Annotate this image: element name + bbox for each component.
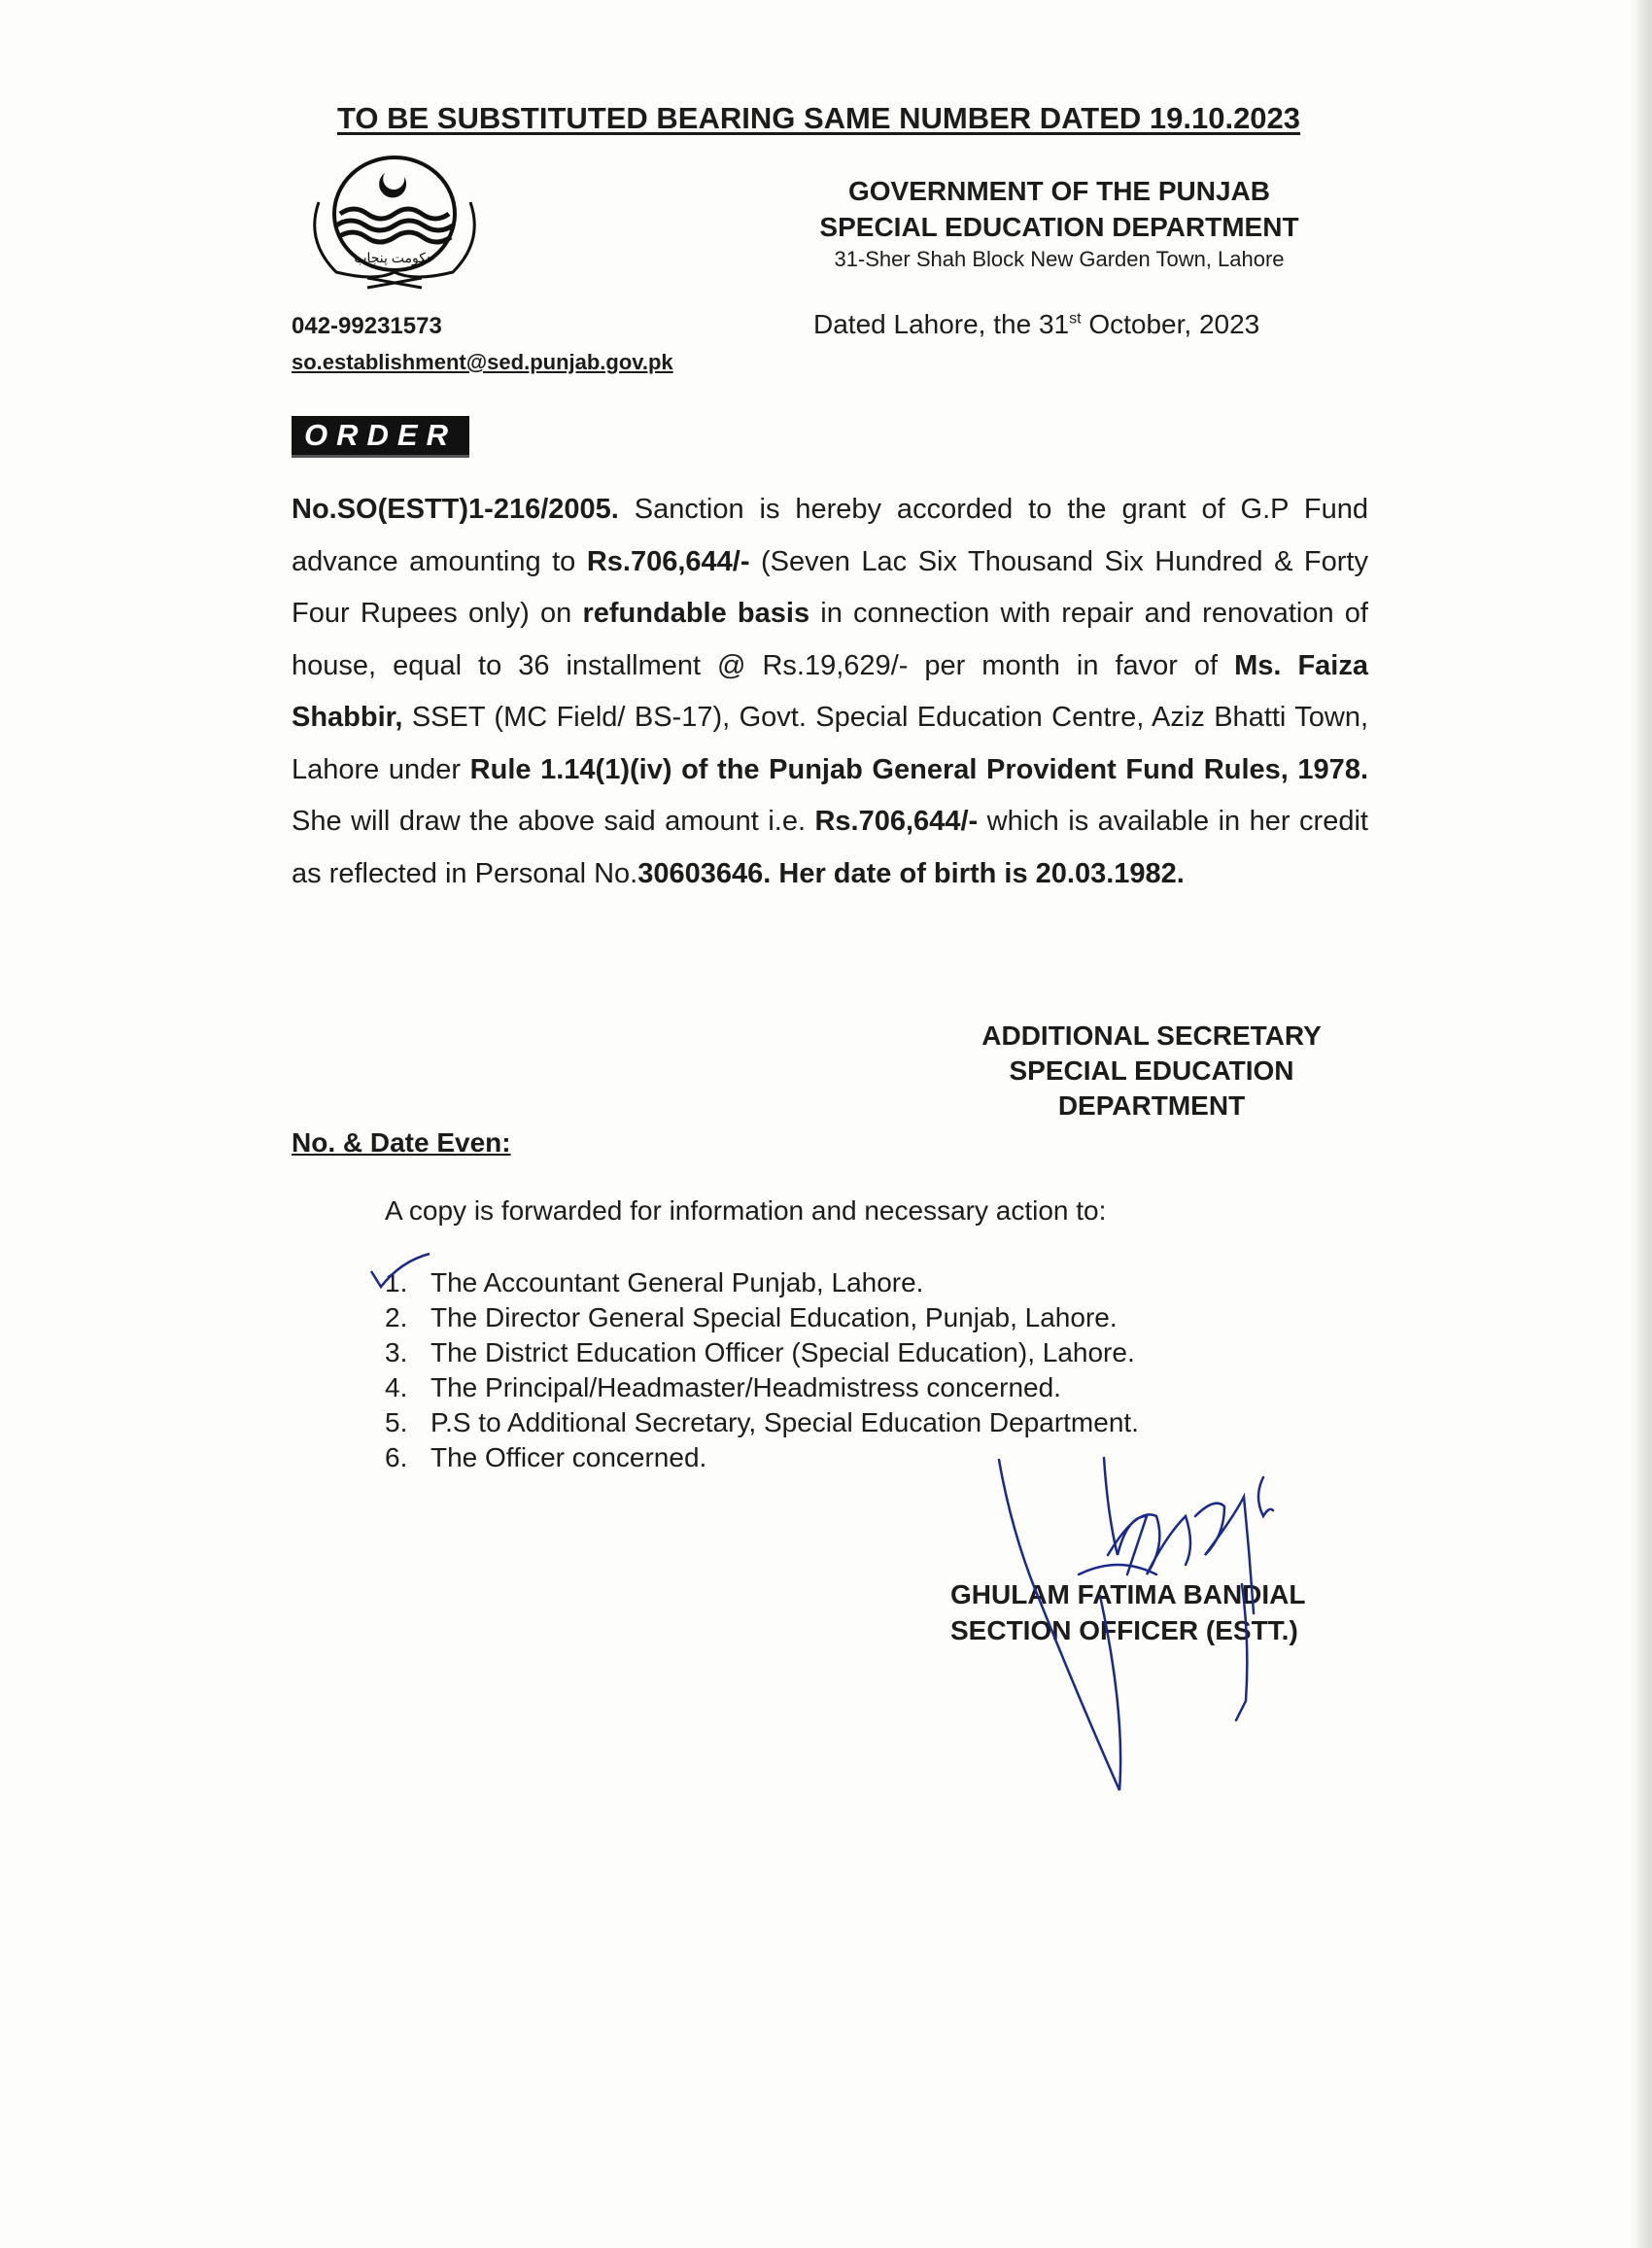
signatory-name: GHULAM FATIMA BANDIAL xyxy=(950,1579,1306,1609)
date-prefix: Dated Lahore, the 31 xyxy=(813,309,1070,339)
signatory-designation: SECTION OFFICER (ESTT.) xyxy=(950,1615,1298,1645)
body-text: Sanction is hereby accorded to the grant of G.P Fund advance amounting to xyxy=(292,494,1368,577)
rule-reference: Rule 1.14(1)(iv) of the Punjab General Provident Fund Rules, 1978. xyxy=(469,753,1369,785)
amount: Rs.706,644/- xyxy=(586,545,750,577)
item-number: 1. xyxy=(385,1267,408,1297)
date-suffix: October, 2023 xyxy=(1081,309,1260,339)
item-text: The Director General Special Education, Punjab, Lahore. xyxy=(430,1302,1118,1332)
letterhead xyxy=(758,173,1360,274)
body-text: SSET (MC Field/ BS-17), Govt. Special Education Centre, Aziz Bhatti Town, Lahore under xyxy=(292,702,1368,785)
date-line xyxy=(813,309,1259,340)
department-address: 31-Sher Shah Block New Garden Town, Lahore xyxy=(834,247,1285,271)
item-number: 4. xyxy=(385,1372,408,1402)
tick-mark-icon xyxy=(369,1252,437,1296)
item-text: The Principal/Headmaster/Headmistress concerned. xyxy=(430,1372,1061,1402)
issuing-authority xyxy=(933,1019,1370,1124)
order-body xyxy=(292,484,1368,900)
list-item xyxy=(385,1405,1139,1440)
copy-distribution-list xyxy=(385,1265,1139,1475)
basis: refundable basis xyxy=(582,598,810,629)
employee-name: Ms. Faiza Shabbir, xyxy=(292,649,1368,733)
authority-line: ADDITIONAL SECRETARY xyxy=(981,1020,1322,1051)
list-item xyxy=(385,1300,1139,1335)
department-title: SPECIAL EDUCATION DEPARTMENT xyxy=(819,212,1299,242)
list-item xyxy=(385,1265,1139,1300)
item-number: 5. xyxy=(385,1407,408,1437)
item-text: The Officer concerned. xyxy=(430,1442,707,1472)
body-text: (Seven Lac Six Thousand Six Hundred & Forty Four Rupees only) on xyxy=(292,545,1368,629)
body-text: She will draw the above said amount i.e. xyxy=(292,806,815,837)
phone-number: 042-99231573 xyxy=(292,313,442,339)
amount: Rs.706,644/- xyxy=(814,806,979,837)
logo-urdu-text: حکومت پنجاب xyxy=(354,250,435,265)
date-superscript: st xyxy=(1069,310,1082,328)
item-number: 3. xyxy=(385,1337,408,1367)
order-heading: ORDER xyxy=(292,416,469,458)
page-edge-shadow xyxy=(1631,0,1652,2248)
item-text: P.S to Additional Secretary, Special Education Department. xyxy=(430,1407,1139,1437)
authority-line: DEPARTMENT xyxy=(1057,1090,1246,1121)
authority-line: SPECIAL EDUCATION xyxy=(1009,1055,1294,1086)
no-date-even: No. & Date Even: xyxy=(292,1127,511,1158)
personal-number-dob: 30603646. Her date of birth is 20.03.1982. xyxy=(637,857,1185,889)
government-title: GOVERNMENT OF THE PUNJAB xyxy=(847,176,1271,206)
item-number: 6. xyxy=(385,1442,408,1472)
order-number: No.SO(ESTT)1-216/2005. xyxy=(292,494,619,525)
item-number: 2. xyxy=(385,1302,408,1332)
list-item xyxy=(385,1335,1139,1370)
list-item xyxy=(385,1370,1139,1405)
handwritten-signature xyxy=(933,1448,1322,1842)
substitution-notice: TO BE SUBSTITUTED BEARING SAME NUMBER DATED 19.10.2023 xyxy=(337,101,1301,135)
punjab-government-logo xyxy=(299,154,490,294)
item-text: The Accountant General Punjab, Lahore. xyxy=(430,1267,924,1297)
body-text: in connection with repair and renovation of house, equal to 36 installment @ Rs.19,629/- per month in favor of xyxy=(292,598,1368,681)
item-text: The District Education Officer (Special Education), Lahore. xyxy=(430,1337,1135,1367)
body-text: which is available in her credit as reflected in Personal No. xyxy=(292,806,1368,889)
copy-intro: A copy is forwarded for information and necessary action to: xyxy=(385,1195,1107,1226)
email-link[interactable]: so.establishment@sed.punjab.gov.pk xyxy=(292,350,673,374)
